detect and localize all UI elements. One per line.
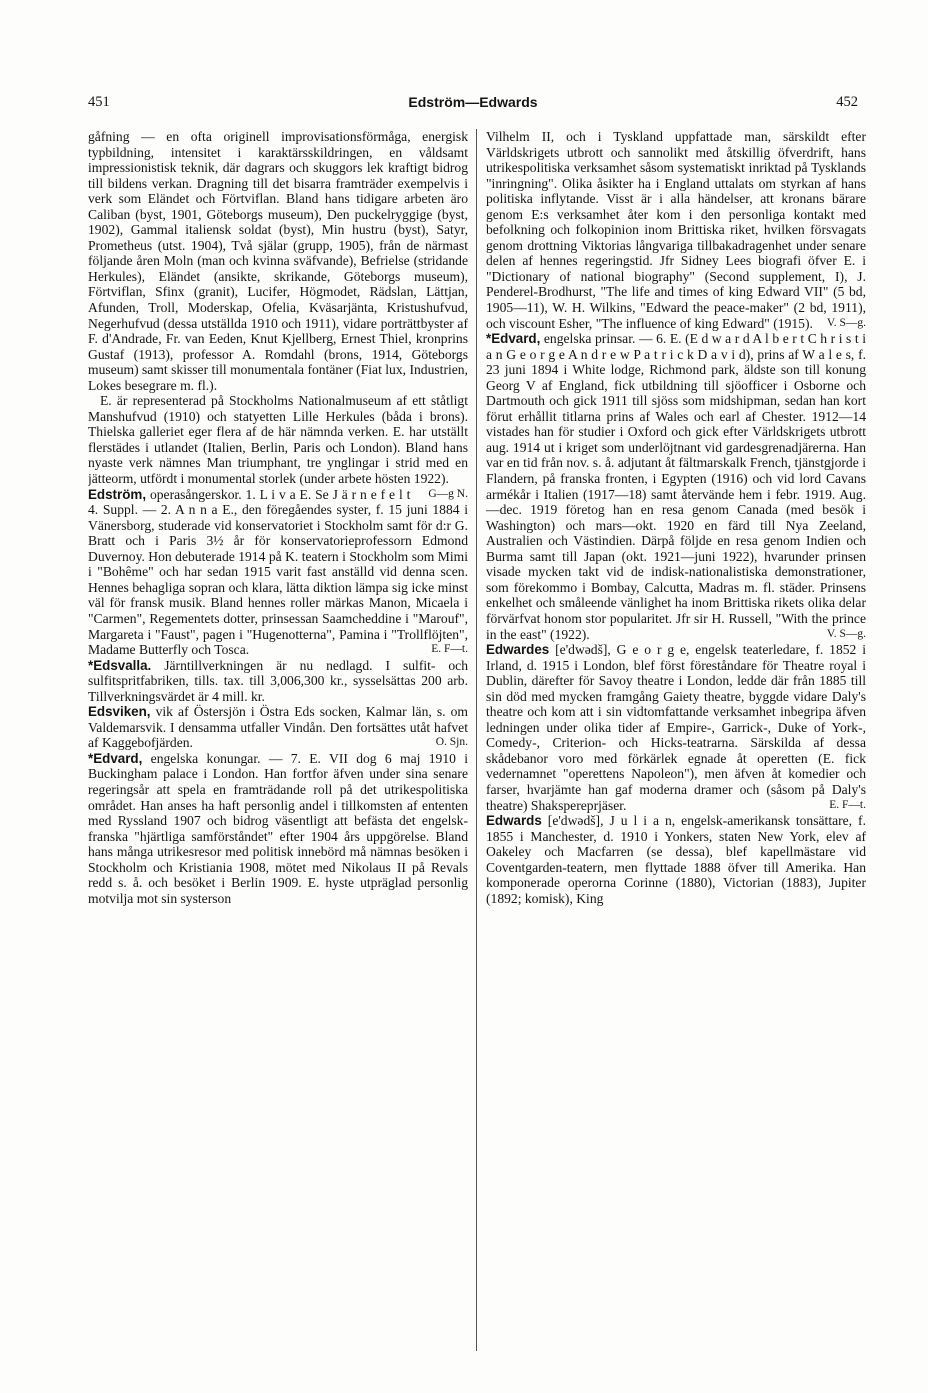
left-column (88, 129, 468, 1359)
author-signature: O. Sjn. (435, 736, 468, 749)
author-signature: E. F—t. (829, 798, 866, 811)
entry-edstrom (88, 487, 468, 658)
entry-text: operasångerskor. 1. L i v a E. Se J ä r n e f e l t 4. Suppl. — 2. A n n a E., den föregåendes syster, f. 15 juni 1884 i Vänersborg, studerade vid konservatoriet i Stockholm samt för d:r G. Bratt och i Paris 3½ år för konservatorieprofessorn Edmond Duvernoy. Hon debuterade 1914 på K. teatern i Stockholm som Mimi i "Bohême" och har sedan 1915 varit fast anställd vid denna scen. Hennes behagliga sopran och klara, lätta diktion lämpa sig icke minst väl för fransk musik. Bland hennes roller märkas Manon, Micaela i "Carmen", Regementets dotter, prinsessan Saamcheddine i "Marouf", Margareta i "Faust", pagen i "Hugenotterna", Pamina i "Trollflöjten", Madame Butterfly och Tosca. (88, 486, 468, 658)
entry-text: Järntillverkningen är nu nedlagd. I sulfit- och sulfitspritfabriken, tills. tax. till 3,006,300 kr., sysselsättas 200 arb. Tillverkningsvärdet är 4 mill. kr. (88, 657, 468, 704)
author-signature: E. F—t. (431, 643, 468, 656)
page-header (88, 94, 858, 114)
entry-text: [e'dwədš], J u l i a n, engelsk-amerikansk tonsättare, f. 1855 i Manchester, d. 1910 i Yonkers, staten New York, elev af Oakeley och Macfarren (se dessa), blef kapellmästare vid Coventgarden-teatern, men flyttade 1888 öfver till Amerika. Han komponerade operorna Corinne (1880), Victorian (1883), Jupiter (1892; komisk), King (486, 813, 866, 906)
headword: Edwards (486, 813, 542, 829)
paragraph-continued (486, 129, 866, 331)
column-divider (476, 129, 477, 1351)
running-title: Edström—Edwards (408, 94, 538, 110)
author-signature: G—g N. (428, 487, 468, 500)
page-number-right: 452 (836, 94, 858, 110)
entry-edwardes (486, 642, 866, 813)
entry-edsviken (88, 704, 468, 751)
headword: *Edvard, (486, 331, 541, 347)
author-signature: V. S—g. (826, 627, 866, 640)
headword: *Edvard, (88, 750, 143, 766)
headword: Edwardes (486, 642, 550, 658)
right-column (486, 129, 866, 1359)
paragraph-text: Vilhelm II, och i Tyskland uppfattade man, särskildt efter Världskrigets utbrott och sannolikt med åtskillig öfverdrift, hans utrikespolitiska verksamhet såsom systematiskt inriktad på Tysklands "inringning". Olika åsikter ha i England uttalats om styrkan af hans politiska inflytande. Visst är i alla händelser, att kronans bärare genom E:s verksamhet åter kom i den personliga kontakt med befolkning och folkopinion inom Brittiska riket, hvilken försvagats genom drottning Viktorias långvariga tillbakadragenhet under senare delen af hennes regeringstid. Jfr Sidney Lees biografi öfver E. i "Dictionary of national biography" (Second supplement, I), J. Penderel-Brodhurst, "The life and times of king Edward VII" (5 bd, 1905—11), W. H. Wilkins, "Edward the peace-maker" (2 bd, 1911), och viscount Esher, "The influence of king Edward" (1915). (486, 129, 866, 331)
entry-text: [e'dwədš], G e o r g e, engelsk teaterledare, f. 1852 i Irland, d. 1915 i London, blef först föreståndare för Theatre royal i Dublin, därefter för Savoy theatre i London, ledde där från 1885 till sin död med mycken framgång Gaiety theatre, byggde vidare Daly's theatre och kom att i sin vidtomfattande verksamhet inbegripa äfven ledningen under olika tider af Empire-, Garrick-, Duke of York-, Comedy-, Criterion- och Hicks-teatrarna. Särskilda af dessa skådebanor voro med förkärlek egnade åt operetten (E. fick vedernamnet "operettens Napoleon"), men äfven åt komedier och farser, hvarjämte han gaf moderna dramer och (såsom på Daly's theatre) Shakspereprjäser. (486, 642, 866, 813)
headword: *Edsvalla. (88, 657, 152, 673)
entry-edvard-konungar (88, 751, 468, 906)
entry-edsvalla (88, 658, 468, 705)
page-number-left: 451 (88, 94, 110, 110)
entry-edwards (486, 813, 866, 906)
entry-text: engelska prinsar. — 6. E. (E d w a r d A l b e r t C h r i s t i a n G e o r g e A n d r e w P a t r i c k D a v i d), prins af W a l e s, f. 23 juni 1894 i White lodge, Richmond park, äldste son till konung Georg V af England, fick utbildning till sjöofficer i Osborne och Dartmouth och gick 1911 till sjöss som midshipman, sedan han kort förut erhållit titlarna prins af Wales och earl af Chester. 1912—14 vistades han för studier i Oxford och gick efter Världskrigets utbrott aug. 1914 ut i kriget som underlöjtnant vid gardesgrenadjärerna. Han var en tid från nov. s. å. adjutant åt fältmarskalk French, tjänstgjorde i Flandern, på franska fronten, i Egypten (1916) och vid lord Cavans armékår i Italien (1917—18) samt återvände hem i febr. 1919. Aug.—dec. 1919 företog han en resa genom Canada (med besök i Washington) och mars—okt. 1920 en färd till Nya Zeeland, Australien och Västindien. Därpå följde en resa genom Indien och Burma samt till Japan (okt. 1921—juni 1922), hvarunder prinsen visade mycken takt vid de indisk-nationalistiska demonstrationer, som förekommo i Bombay, Calcutta, Madras m. fl. städer. Prinsens enkelhet och småleende vänlighet ha inom Brittiska rikets olika delar förvärfvat honom stor popularitet. Jfr sir H. Russell, "With the prince in the east" (1922). (486, 331, 866, 642)
entry-edvard-prinsar (486, 331, 866, 642)
headword: Edsviken, (88, 704, 151, 720)
author-signature: V. S—g. (826, 316, 866, 329)
paragraph-continued: gåfning — en ofta originell improvisationsförmåga, energisk typbildning, intensitet i karaktärsskildringen, en våldsamt impressionistisk teknik, där dagrars och skuggors lek kraftigt bidrog till bildens verkan. Dragning till det bisarra framträder exempelvis i verk som Eländet och Förtviflan. Bland hans tidigare arbeten äro Caliban (byst, 1901, Göteborgs museum), Den puckelryggige (byst, 1902), Gammal italiensk soldat (byst), Min hustru (byst), Satyr, Prometheus (utst. 1904), Två själar (grupp, 1905), från de närmast följande åren Moln (man och kvinna sväfvande), Befrielse (stridande Herkules), Eländet (ansikte, skrikande, Göteborgs museum), Förtviflan, Sfinx (granit), Lucifer, Högmodet, Rädslan, Lättjan, Afunden, Troll, Moderskap, Ofelia, Kväsarjänta, Kristushufvud, Negerhufvud (dessa utställda 1910 och 1911), vidare porträttbyster af F. d'Andrade, Fr. van Eeden, Knut Kjellberg, Ernest Thiel, kronprins Gustaf (1913), professor A. Romdahl (brons, 1914, Göteborgs museum) samt skisser till monumentala fontäner (Fiat lux, Industrien, Lokes besegrare m. fl.). (88, 129, 468, 393)
entry-text: engelska konungar. — 7. E. VII dog 6 maj 1910 i Buckingham palace i London. Han fortfor äfven under sina senare regeringsår att spela en framträdande roll på det utrikespolitiska området. Han anses ha haft personlig andel i tillkomsten af ententen med Ryssland 1907 och bidrog väsentligt att befästa det engelsk-franska "hjärtliga samförståndet" efter 1904 års uppgörelse. Bland hans många utrikesresor med politisk innebörd må nämnas besöken i Stockholm och Kristiania 1908, mötet med Nikolaus II på Revals redd s. å. och besöket i Berlin 1909. E. hyste utpräglad personlig motvilja mot sin systerson (88, 750, 468, 906)
entry-text: vik af Östersjön i Östra Eds socken, Kalmar län, s. om Valdemarsvik. I densamma utfaller Vindån. Den fortsättes utåt hafvet af Kaggebofjärden. (88, 704, 468, 751)
paragraph-text: E. är representerad på Stockholms Nationalmuseum af ett ståtligt Manshufvud (1910) och statyetten Lille Herkules (båda i brons). Thielska galleriet eger flera af de här nämnda verken. E. har utställt flerstädes i utlandet (Italien, Berlin, Paris och London). Bland hans nyaste verk nämnes Man triumphant, tre ynglingar i strid med en jätteorm, utfördt i monumental storlek (under arbete hösten 1922). (88, 393, 468, 487)
headword: Edström, (88, 486, 147, 502)
